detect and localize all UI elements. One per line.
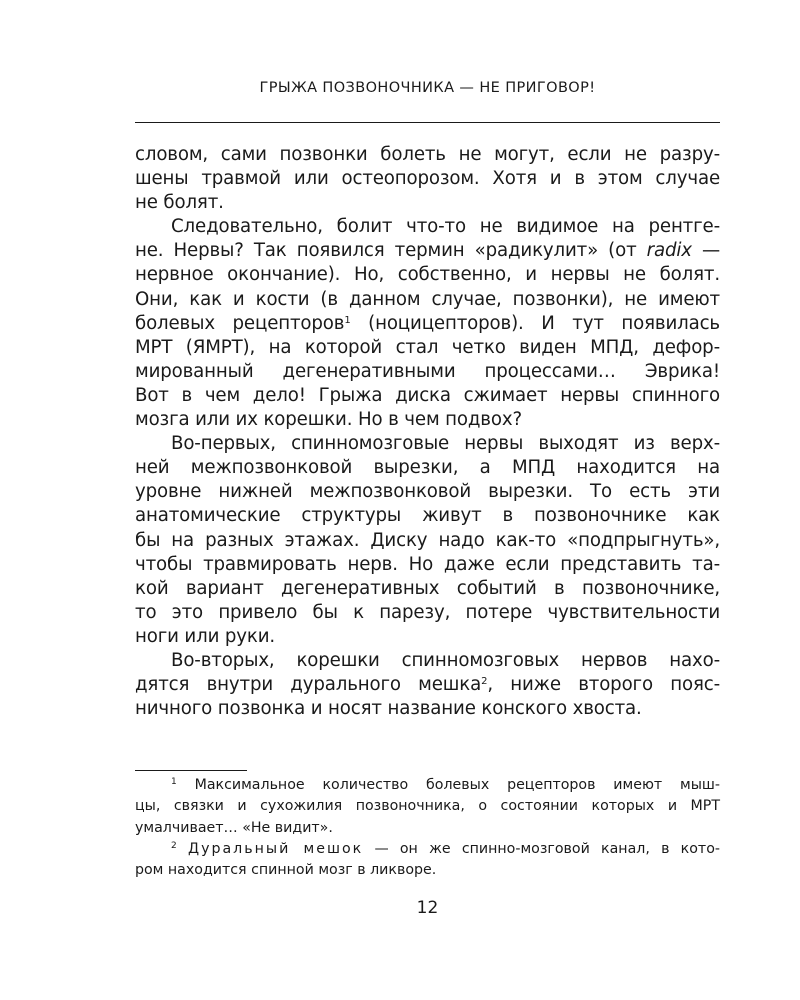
text-segment: , ниже второго пояс- [487, 674, 720, 696]
footnote-1-mark: 1 [171, 777, 177, 787]
footnote-1-line: цы, связки и сухожилия позвоночника, о состоянии которых и МРТ [135, 798, 720, 815]
text-line: мированный дегенеративными процессами… Эврика! [135, 360, 720, 382]
text-line: Они, как и кости (в данном случае, позвонки), не имеют [135, 288, 720, 310]
page-number: 12 [416, 898, 439, 918]
text-line: Во-вторых, корешки спинномозговых нервов нахо- [171, 649, 720, 671]
text-line: уровне нижней межпозвонковой вырезки. То есть эти [135, 481, 720, 503]
text-segment: — [691, 240, 721, 262]
text-line: Во-первых, спинномозговые нервы выходят из верх- [171, 433, 720, 455]
text-line: кой вариант дегенеративных событий в позвоночнике, [135, 577, 720, 599]
text-segment: дятся внутри дурального мешка [135, 674, 482, 696]
text-line: анатомические структуры живут в позвоночнике как [135, 505, 720, 527]
body-text [135, 143, 720, 721]
radix-term: radix [646, 240, 692, 262]
footnote-ref-1[interactable]: 1 [344, 314, 351, 326]
text-line: МРТ (ЯМРТ), на которой стал четко виден МПД, дефор- [135, 336, 720, 358]
text-segment: болевых рецепторов [135, 312, 345, 334]
text-segment: не. Нервы? Так появился термин «радикулит» (от [135, 240, 647, 262]
footnote-2-line [135, 839, 720, 860]
footnote-1-line: умалчивает… «Не видит». [135, 819, 333, 836]
text-line: нервное окончание). Но, собственно, и нервы не болят. [135, 264, 720, 286]
footnote-2-mark: 2 [171, 840, 177, 851]
footnote-2-term: Дуральный мешок [187, 840, 364, 857]
header-rule [135, 122, 720, 123]
text-line: чтобы травмировать нерв. Но даже если представить та- [135, 553, 720, 575]
text-line: ничного позвонка и носят название конского хвоста. [135, 698, 642, 720]
running-title: ГРЫЖА ПОЗВОНОЧНИКА — НЕ ПРИГОВОР! [259, 80, 596, 96]
text-line: шены травмой или остеопорозом. Хотя и в этом случае [135, 168, 720, 190]
text-line: Вот в чем дело! Грыжа диска сжимает нервы спинного [135, 384, 720, 406]
text-line: то это привело бы к парезу, потере чувствительности [135, 601, 720, 623]
footnotes [135, 775, 720, 881]
text-segment: Максимальное количество болевых рецепторов имеют мыш- [194, 777, 720, 793]
footnote-1-line [135, 775, 720, 796]
text-line: мозга или их корешки. Но в чем подвох? [135, 409, 522, 431]
text-line: Следовательно, болит что-то не видимое на рентге- [171, 216, 720, 238]
footnote-rule [135, 770, 247, 771]
text-segment: (ноцицепторов). И тут появилась [350, 312, 720, 334]
text-line: не болят. [135, 192, 224, 214]
text-line [135, 673, 720, 697]
text-segment: — он же спинно-мозговой канал, в кото- [363, 840, 720, 857]
text-line: ноги или руки. [135, 625, 276, 647]
text-line [135, 312, 720, 336]
text-line: словом, сами позвонки болеть не могут, если не разру- [135, 144, 720, 165]
text-line: ней межпозвонковой вырезки, а МПД находится на [135, 457, 720, 479]
text-line [135, 239, 720, 263]
text-line: бы на разных этажах. Диску надо как-то «подпрыгнуть», [135, 529, 720, 551]
footnote-2-line: ром находится спинной мозг в ликворе. [135, 862, 437, 879]
footnote-ref-2[interactable]: 2 [481, 676, 488, 688]
